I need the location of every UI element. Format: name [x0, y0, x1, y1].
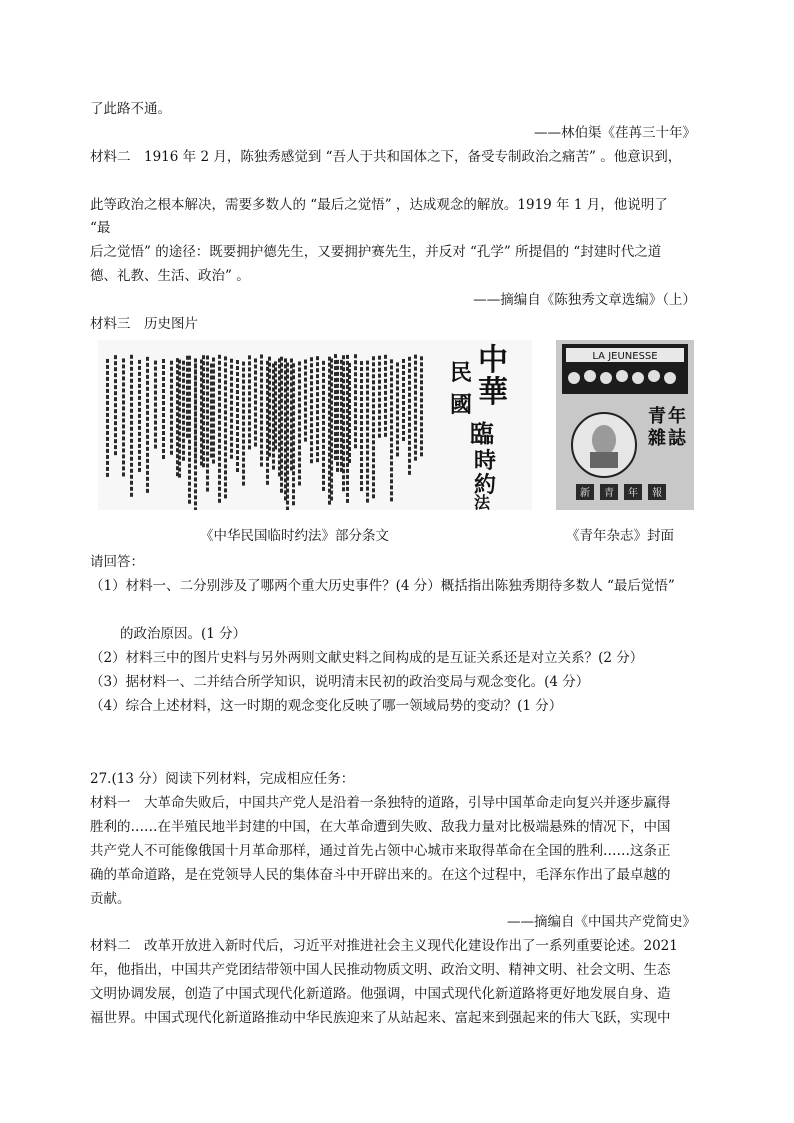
cover-title-char: 年 — [668, 406, 686, 427]
text-line: “最 — [90, 220, 111, 236]
question-item: （3）据材料一、二并结合所学知识，说明清末民初的政治变局与观念变化。(4 分） — [90, 674, 590, 690]
question-item: （2）材料三中的图片史料与另外两则文献史料之间构成的是互证关系还是对立关系？(2 分） — [90, 650, 644, 666]
source-citation: ——摘编自《中国共产党简史》 — [507, 914, 696, 930]
cover-bottom-char: 年 — [628, 488, 638, 499]
provisional-constitution-image — [98, 340, 532, 510]
text-line: 此等政治之根本解决，需要多数人的 “最后之觉悟” ，达成观念的解放。1919 年 1 月，他说明了 — [90, 197, 668, 213]
cover-bottom-char: 新 — [580, 488, 590, 499]
source-citation: ——林伯渠《荏苒三十年》 — [534, 125, 696, 141]
title-char: 民 — [450, 360, 473, 386]
cover-title-char: 雜 — [648, 428, 666, 449]
text-line: 了此路不通。 — [90, 101, 171, 117]
title-char: 時 — [474, 448, 497, 474]
title-char: 華 — [478, 375, 508, 410]
text-line: 共产党人不可能像俄国十月革命那样，通过首先占领中心城市来取得革命在全国的胜利……这条正 — [90, 843, 671, 859]
title-char: 法 — [474, 493, 491, 510]
title-char: 約 — [474, 472, 497, 498]
text-line: 确的革命道路，是在党领导人民的集体奋斗中开辟出来的。在这个过程中，毛泽东作出了最卓越的 — [90, 867, 671, 883]
text-line: 材料一 大革命失败后，中国共产党人是沿着一条独特的道路，引导中国革命走向复兴并逐步赢得 — [90, 795, 671, 811]
title-char: 中 — [478, 343, 508, 378]
title-char: 臨 — [470, 419, 494, 448]
text-line: 年，他指出，中国共产党团结带领中国人民推动物质文明、政治文明、精神文明、社会文明、生态 — [90, 962, 671, 978]
questions-heading: 请回答： — [90, 554, 144, 570]
source-citation: ——摘编自《陈独秀文章选编》（上） — [473, 292, 696, 308]
question-item: （1）材料一、二分别涉及了哪两个重大历史事件？(4 分）概括指出陈独秀期待多数人 “最后觉悟” — [90, 578, 675, 594]
figure-caption: 《中华民国临时约法》部分条文 — [200, 528, 389, 544]
question-item: 的政治原因。(1 分） — [120, 626, 247, 642]
text-line: 贡献。 — [90, 891, 131, 907]
document-scan-graphic — [98, 340, 532, 510]
question-item: （4）综合上述材料，这一时期的观念变化反映了哪一领域局势的变动？(1 分） — [90, 698, 563, 714]
cover-bottom-char: 青 — [604, 488, 614, 499]
title-char: 國 — [450, 392, 473, 418]
text-line: 文明协调发展，创造了中国式现代化新道路。他强调，中国式现代化新道路将更好地发展自身、造 — [90, 986, 671, 1002]
text-line: 材料二 1916 年 2 月，陈独秀感觉到 “吾人于共和国体之下，备受专制政治之痛苦” 。他意识到， — [90, 149, 682, 165]
cover-title-char: 青 — [648, 406, 666, 427]
text-line: 材料二 改革开放进入新时代后，习近平对推进社会主义现代化建设作出了一系列重要论述。2021 — [90, 938, 678, 954]
material-heading: 材料三 历史图片 — [90, 316, 198, 332]
magazine-cover-graphic — [556, 340, 694, 510]
masthead-text: LA JEUNESSE — [592, 351, 658, 362]
cover-title-char: 誌 — [668, 428, 686, 449]
figure-caption: 《青年杂志》封面 — [566, 528, 674, 544]
text-line: 福世界。中国式现代化新道路推动中华民族迎来了从站起来、富起来到强起来的伟大飞跃，实现中 — [90, 1010, 671, 1026]
text-line: 胜利的……在半殖民地半封建的中国，在大革命遭到失败、敌我力量对比极端悬殊的情况下，中国 — [90, 819, 671, 835]
question-heading: 27.(13 分）阅读下列材料，完成相应任务： — [90, 771, 355, 787]
text-line: 德、礼教、生活、政治” 。 — [90, 268, 250, 284]
youth-magazine-cover-image — [556, 340, 694, 510]
cover-bottom-char: 報 — [652, 488, 662, 499]
text-line: 后之觉悟” 的途径：既要拥护德先生，又要拥护赛先生，并反对 “孔学” 所提倡的 “封建时代之道 — [90, 244, 662, 260]
